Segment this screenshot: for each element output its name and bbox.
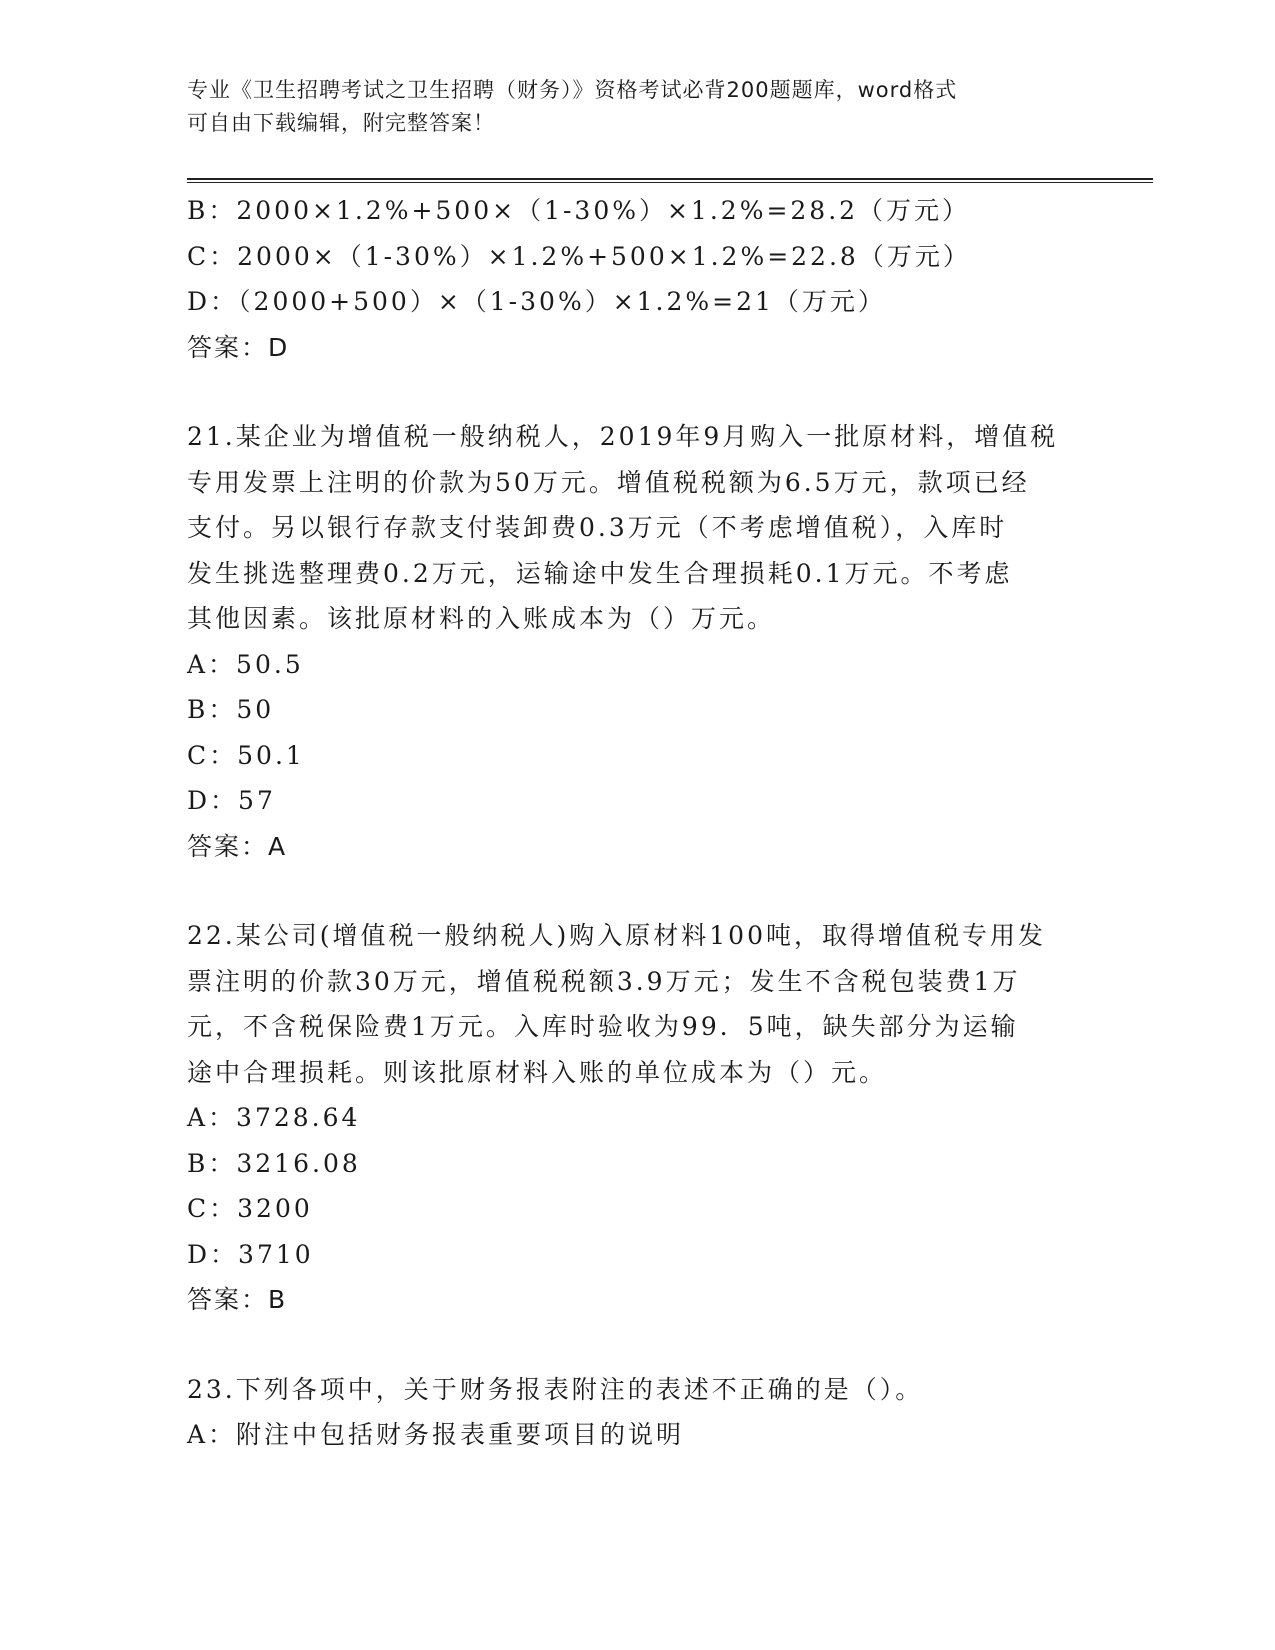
header-title-line-2: 可自由下载编辑，附完整答案！: [187, 111, 495, 135]
question-text-line: 元，不含税保险费1万元。入库时验收为99．5吨，缺失部分为运输: [187, 1012, 1019, 1041]
answer: 答案：D: [187, 332, 290, 362]
option-c: C：2000×（1-30%）×1.2%+500×1.2%=22.8（万元）: [187, 241, 971, 271]
option-a: A：附注中包括财务报表重要项目的说明: [187, 1420, 685, 1449]
header-title-line-1: 专业《卫生招聘考试之卫生招聘（财务）》资格考试必背200题题库，word格式: [187, 78, 958, 102]
option-c: C：50.1: [187, 740, 305, 770]
question-text-line: 21.某企业为增值税一般纳税人，2019年9月购入一批原材料，增值税: [187, 422, 1059, 451]
page-header: [187, 74, 1087, 140]
answer: 答案：A: [187, 831, 288, 861]
question-23: [187, 1367, 1087, 1458]
question-22: [187, 913, 1087, 1323]
option-d: D：（2000+500）×（1-30%）×1.2%=21（万元）: [187, 287, 886, 316]
option-a: A：3728.64: [187, 1103, 361, 1132]
question-20-tail: [187, 188, 1087, 370]
answer: 答案：B: [187, 1285, 288, 1314]
header-divider: [187, 178, 1153, 183]
option-c: C：3200: [187, 1194, 313, 1223]
option-a: A：50.5: [187, 649, 304, 679]
option-d: D：3710: [187, 1239, 314, 1269]
option-d: D：57: [187, 786, 276, 815]
option-b: B：2000×1.2%+500×（1-30%）×1.2%=28.2（万元）: [187, 196, 971, 225]
option-b: B：50: [187, 695, 275, 724]
question-text-line: 发生挑选整理费0.2万元，运输途中发生合理损耗0.1万元。不考虑: [187, 558, 1013, 588]
question-text-line: 23.下列各项中，关于财务报表附注的表述不正确的是（）。: [187, 1374, 924, 1404]
question-text-line: 途中合理损耗。则该批原材料入账的单位成本为（）元。: [187, 1057, 888, 1087]
document-body: [187, 188, 1087, 1458]
question-text-line: 22.某公司(增值税一般纳税人)购入原材料100吨，取得增值税专用发: [187, 921, 1046, 950]
question-text-line: 其他因素。该批原材料的入账成本为（）万元。: [187, 604, 776, 633]
option-b: B：3216.08: [187, 1148, 361, 1178]
question-text-line: 票注明的价款30万元，增值税税额3.9万元；发生不含税包装费1万: [187, 966, 1021, 996]
question-text-line: 专用发票上注明的价款为50万元。增值税税额为6.5万元，款项已经: [187, 467, 1030, 497]
question-text-line: 支付。另以银行存款支付装卸费0.3万元（不考虑增值税），入库时: [187, 513, 1008, 542]
question-21: [187, 414, 1087, 869]
